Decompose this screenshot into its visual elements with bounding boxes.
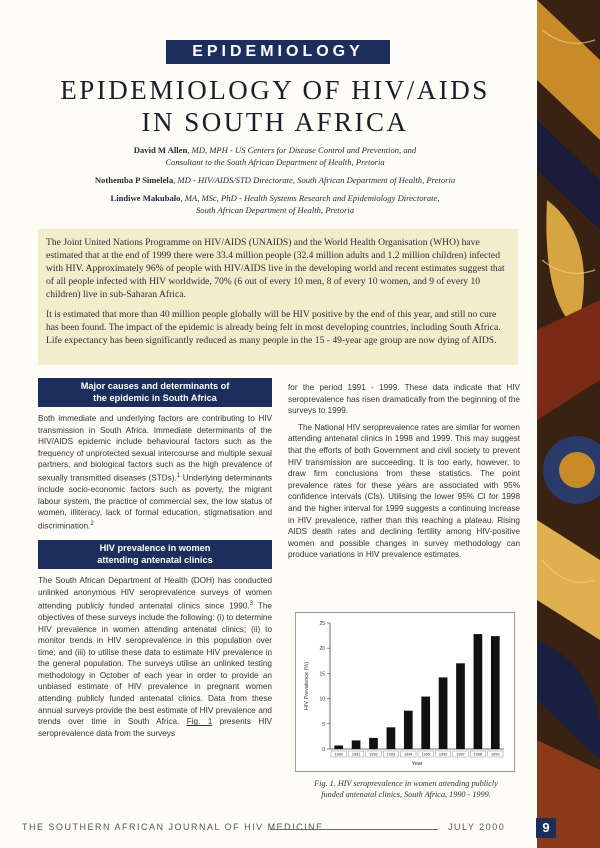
bar-1995 xyxy=(421,697,430,749)
x-axis-label: Year xyxy=(411,761,423,767)
author-affiliation: South African Department of Health, Pretoria xyxy=(195,205,354,215)
heading-line: Major causes and determinants of xyxy=(80,381,230,391)
bar-1994 xyxy=(404,711,413,749)
body-paragraph: The National HIV seroprevalence rates are similar for women attending antenatal clinics in 1998 and 1999. This may suggest that the efforts of both Government and civil society to prevent HIV transmission are succeeding. It is too early, however, to draw firm conclusions from these statistics. The point prevalence rates for these years are associated with 95% confidence intervals (CIs). Utilising the lower 95% CI for 1998 and the higher interval for 1999 suggests a continuing increase in HIV prevalence, rather than this reaching a plateau. Rising AIDS death rates and declining fertility among HIV-positive women and possible changes in survey methodology can produce variations in HIV prevalence estimates. xyxy=(288,422,520,560)
y-tick-label: 15 xyxy=(319,671,325,678)
citation: 1 xyxy=(176,472,181,479)
caption-line: Fig. 1. HIV seroprevalence in women attending publicly xyxy=(314,779,498,788)
y-axis-label: HIV Prevalence (%) xyxy=(304,661,310,711)
body-text: Both immediate and underlying factors are contributing to HIV transmission in South Africa. Immediate determinants of the HIV/AIDS epidemic include behavioural factors such as the frequency of unprotected sexual intercourse and multiple sexual partners, and biological factors such as the high prevalence of sexually transmitted diseases (STDs). xyxy=(38,414,272,483)
title-line-2: IN SOUTH AFRICA xyxy=(141,107,409,137)
body-paragraph xyxy=(38,575,272,739)
section-tag: EPIDEMIOLOGY xyxy=(166,40,390,64)
page-number: 9 xyxy=(536,818,556,838)
bar-1997 xyxy=(456,663,465,749)
x-tick-label: 1991 xyxy=(351,752,361,757)
author-name: Lindiwe Makubalo xyxy=(110,193,181,203)
y-tick-label: 0 xyxy=(322,747,325,753)
section-heading-causes xyxy=(38,378,272,407)
author-name: David M Allen xyxy=(133,145,188,155)
y-tick-label: 25 xyxy=(319,621,325,627)
footer-rule xyxy=(270,829,438,830)
abstract-paragraph: It is estimated that more than 40 million people globally will be HIV positive by the end of this year, and still no cure has been found. The impact of the epidemic is already being felt in most developing countries, including South Africa. Life expectancy has been significantly reduced as many people in the 15 - 49-year age group are now dying of AIDS. xyxy=(46,309,501,346)
author-entry xyxy=(18,174,532,186)
title-line-1: EPIDEMIOLOGY OF HIV/AIDS xyxy=(60,75,490,105)
body-text: The objectives of these surveys include the following: (i) to determine HIV prevalence in women attending antenatal clinics; (ii) to monitor trends in HIV seroprevalence in this population over time; and (iii) to utilise these data to estimate HIV prevalence in the general population. The surveys utilise an unlinked testing methodology in October of each year in order to provide an unbiased estimate of HIV prevalence in pregnant women attending publicly funded antenatal clinics. Data from these annual surveys provide the best estimate of HIV prevalence and trends over time in South Africa. xyxy=(38,601,272,727)
x-tick-label: 1997 xyxy=(456,752,465,757)
heading-line: HIV prevalence in women xyxy=(99,543,211,554)
y-tick-label: 10 xyxy=(319,696,325,703)
x-tick-label: 1999 xyxy=(491,752,500,757)
article-page xyxy=(18,0,532,848)
bar-1999 xyxy=(491,636,500,749)
bar-1998 xyxy=(474,634,483,749)
heading-line: attending antenatal clinics xyxy=(97,555,213,566)
author-entry xyxy=(18,144,532,168)
body-text: The South African Department of Health (DOH) has conducted unlinked anonymous HIV seroprevalence surveys of women attending publicly funded antenatal clinics since 1990. xyxy=(38,576,272,611)
article-title xyxy=(18,74,532,138)
x-tick-label: 1998 xyxy=(473,752,483,757)
x-tick-label: 1994 xyxy=(404,752,413,757)
x-tick-label: 1992 xyxy=(369,752,378,757)
bar-1990 xyxy=(334,745,343,749)
x-tick-label: 1995 xyxy=(421,752,430,757)
author-entry xyxy=(18,192,532,216)
author-affiliation: , MA, MSc, PhD - Health Systems Research and Epidemiology Directorate, xyxy=(180,193,440,203)
abstract-paragraph: The Joint United Nations Programme on HIV/AIDS (UNAIDS) and the World Health Organisation (WHO) have estimated that at the end of 1999 there were 33.4 million people (32.4 million adults and 1.2 million children) infected with HIV. Approximately 96% of people with HIV/AIDS live in the developing world and recent estimates suggest that of all people infected with HIV worldwide, 70% (6 out of every 10 men, 8 of every 10 women, and 9 of every 10 children) live in sub-Saharan Africa. xyxy=(46,237,505,300)
figure-link[interactable]: Fig. 1 xyxy=(186,717,213,727)
body-paragraph: for the period 1991 - 1999. These data indicate that HIV seroprevalence has risen dramatically from the beginning of the surveys to 1999. xyxy=(288,383,520,416)
issue-date: JULY 2000 xyxy=(448,822,506,832)
x-tick-label: 1990 xyxy=(334,752,343,757)
author-affiliation: , MD - HIV/AIDS/STD Directorate, South African Department of Health, Pretoria xyxy=(173,175,456,185)
bar-1992 xyxy=(369,738,378,749)
right-column xyxy=(288,382,520,566)
body-text: Underlying determinants include socio-economic factors such as poverty, the migrant labour system, the practice of commercial sex, the low status of women, illiteracy, lack of formal education, stigmatisation and discrimination. xyxy=(38,473,272,531)
citation: 2 xyxy=(90,521,94,528)
x-tick-label: 1993 xyxy=(386,752,396,757)
figure-1-chart xyxy=(295,612,515,772)
decorative-side-artwork xyxy=(537,0,600,848)
author-affiliation: Consultant to the South African Department of Health, Pretoria xyxy=(165,157,385,167)
prevalence-bar-chart xyxy=(296,613,514,771)
abstract-box xyxy=(38,229,518,365)
figure-caption xyxy=(299,778,513,800)
y-tick-label: 5 xyxy=(322,721,325,728)
citation: 3 xyxy=(249,600,254,607)
body-paragraph xyxy=(38,413,272,532)
bar-1991 xyxy=(352,740,361,749)
body-text: presents HIV seroprevalence data from the surveys xyxy=(38,717,272,738)
x-tick-label: 1996 xyxy=(438,752,448,757)
journal-name: THE SOUTHERN AFRICAN JOURNAL OF HIV MEDICINE xyxy=(22,822,324,832)
bar-1993 xyxy=(387,727,396,749)
left-column xyxy=(38,378,272,744)
author-name: Nothemba P Simelela xyxy=(94,175,174,185)
caption-line: funded antenatal clinics, South Africa, 1990 - 1999. xyxy=(321,790,491,799)
page-footer xyxy=(18,822,532,836)
y-tick-label: 20 xyxy=(319,646,325,653)
heading-line: the epidemic in South Africa xyxy=(93,393,217,403)
author-list xyxy=(18,144,532,222)
author-affiliation: , MD, MPH - US Centers for Disease Control and Prevention, and xyxy=(187,145,417,155)
section-heading-prevalence xyxy=(38,540,272,569)
bar-1996 xyxy=(439,677,448,749)
